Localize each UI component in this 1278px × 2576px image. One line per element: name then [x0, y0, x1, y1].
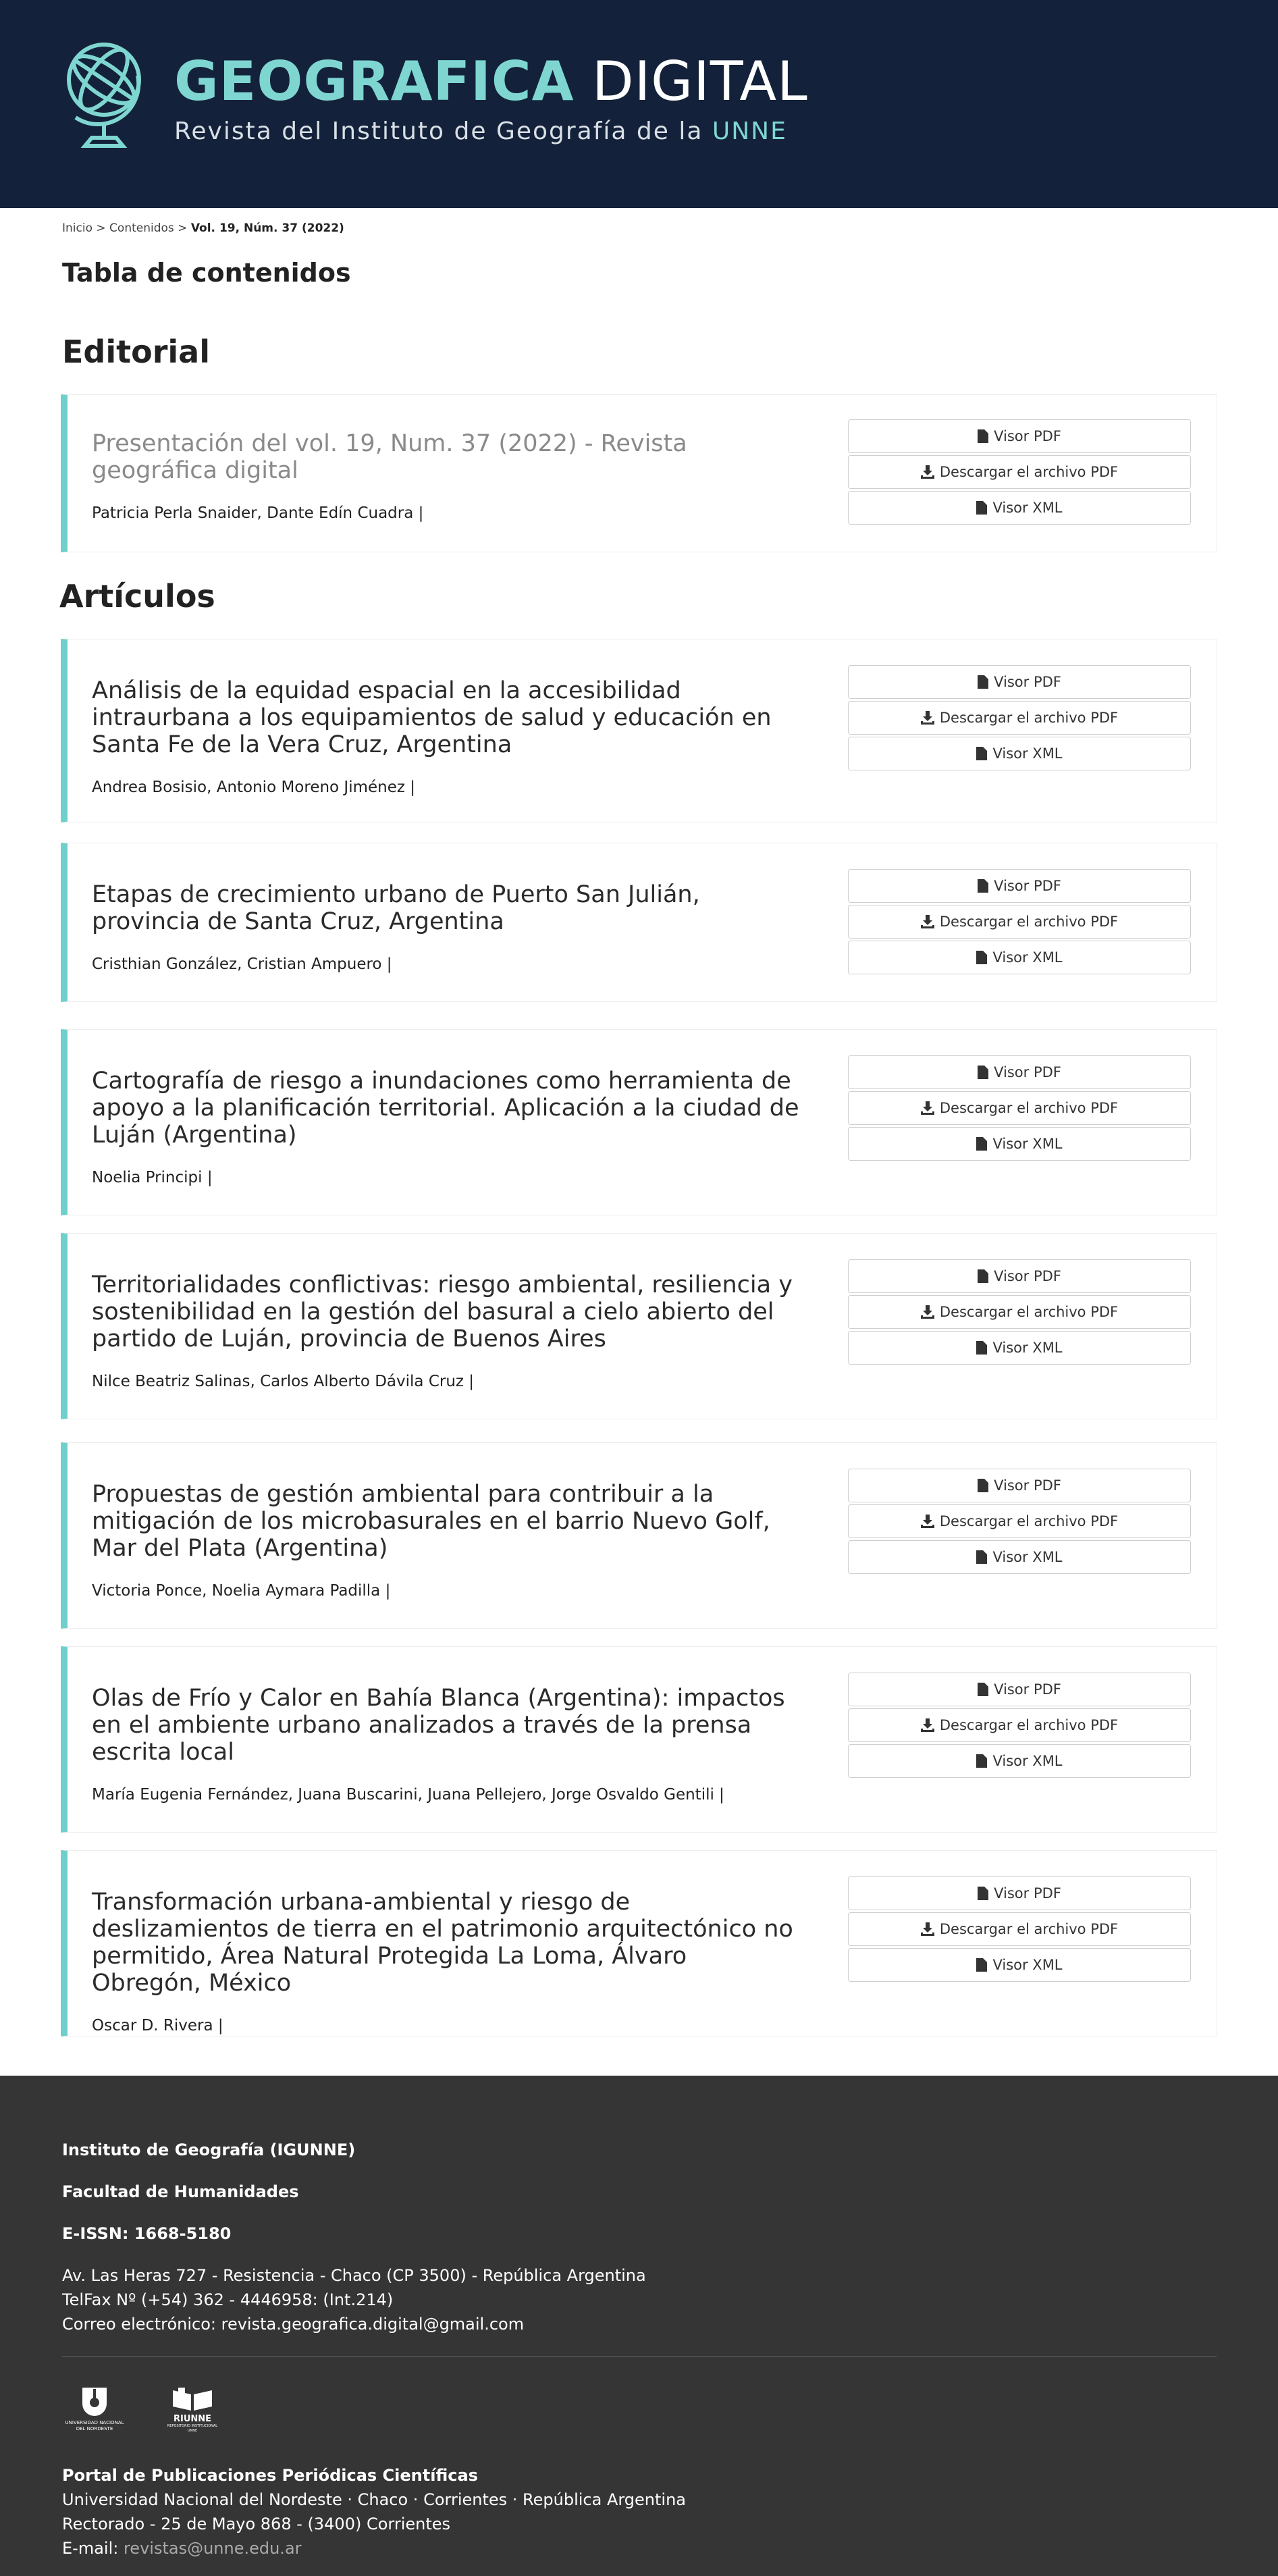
download-icon [921, 915, 934, 928]
footer-address: Av. Las Heras 727 - Resistencia - Chaco (CP 3500) - República Argentina [62, 2266, 646, 2285]
article-card [61, 394, 1217, 552]
file-icon [978, 879, 988, 893]
riunne-book-icon [170, 2388, 215, 2412]
download-icon [921, 465, 934, 479]
article-authors: Andrea Bosisio, Antonio Moreno Jiménez | [92, 779, 416, 796]
breadcrumb-contents[interactable]: Contenidos [109, 221, 174, 235]
article-title[interactable]: Territorialidades conflictivas: riesgo ambiental, resiliencia y sostenibilidad en la gestión del basural a cielo abierto del partido de Luján, provincia de Buenos Aires [92, 1271, 793, 1352]
article-title[interactable]: Análisis de la equidad espacial en la accesibilidad intraurbana a los equipamientos de salud y educación en Santa Fe de la Vera Cruz, Argentina [92, 677, 772, 758]
xml-viewer-button[interactable]: Visor XML [848, 1127, 1191, 1161]
download-icon [921, 1101, 934, 1115]
footer-email: Correo electrónico: revista.geografica.digital@gmail.com [62, 2315, 525, 2334]
xml-viewer-button[interactable]: Visor XML [848, 1331, 1191, 1365]
article-authors: Patricia Perla Snaider, Dante Edín Cuadra | [92, 504, 424, 522]
page-title: Tabla de contenidos [62, 258, 351, 288]
footer-portal-title: Portal de Publicaciones Periódicas Científicas [62, 2466, 478, 2485]
pdf-viewer-button[interactable]: Visor PDF [848, 1259, 1191, 1293]
footer-institute: Instituto de Geografía (IGUNNE) [62, 2140, 356, 2159]
pdf-viewer-button[interactable]: Visor PDF [848, 1673, 1191, 1706]
article-card [61, 639, 1217, 822]
file-icon [978, 429, 988, 443]
article-authors: Victoria Ponce, Noelia Aymara Padilla | [92, 1582, 391, 1600]
footer-issn: E-ISSN: 1668-5180 [62, 2224, 232, 2243]
article-title[interactable]: Etapas de crecimiento urbano de Puerto San Julián, provincia de Santa Cruz, Argentina [92, 881, 700, 935]
xml-viewer-button[interactable]: Visor XML [848, 491, 1191, 525]
download-pdf-button[interactable]: Descargar el archivo PDF [848, 1295, 1191, 1329]
file-icon [978, 1479, 988, 1492]
download-pdf-button[interactable]: Descargar el archivo PDF [848, 701, 1191, 735]
site-subtitle: Revista del Instituto de Geografía de la UNNE [174, 117, 787, 145]
article-card [61, 1233, 1217, 1419]
download-icon [921, 1515, 934, 1528]
download-icon [921, 1922, 934, 1936]
breadcrumb-home[interactable]: Inicio [62, 221, 92, 235]
breadcrumb-current: Vol. 19, Núm. 37 (2022) [190, 221, 344, 235]
download-icon [921, 1305, 934, 1319]
breadcrumb: Inicio > Contenidos > Vol. 19, Núm. 37 (2022) [62, 221, 344, 235]
file-icon [978, 1269, 988, 1283]
download-pdf-button[interactable]: Descargar el archivo PDF [848, 905, 1191, 939]
file-icon [978, 1887, 988, 1900]
xml-viewer-button[interactable]: Visor XML [848, 737, 1191, 770]
article-title[interactable]: Propuestas de gestión ambiental para contribuir a la mitigación de los microbasurales en el barrio Nuevo Golf, Mar del Plata (Argentina) [92, 1481, 770, 1562]
article-authors: Oscar D. Rivera | [92, 2017, 223, 2034]
article-authors: Nilce Beatriz Salinas, Carlos Alberto Dávila Cruz | [92, 1373, 475, 1390]
riunne-logo[interactable]: RIUNNE REPOSITORIO INSTITUCIONAL UNNE [162, 2388, 223, 2434]
unne-emblem-icon [81, 2386, 108, 2417]
section-heading-articles: Artículos [59, 578, 215, 614]
article-card [61, 1442, 1217, 1629]
section-heading-editorial: Editorial [62, 334, 210, 370]
article-card [61, 1850, 1217, 2036]
site-header [0, 0, 1278, 208]
pdf-viewer-button[interactable]: Visor PDF [848, 1469, 1191, 1502]
xml-viewer-button[interactable]: Visor XML [848, 1744, 1191, 1778]
pdf-viewer-button[interactable]: Visor PDF [848, 869, 1191, 903]
article-card [61, 1646, 1217, 1833]
file-icon [976, 1754, 987, 1768]
pdf-viewer-button[interactable]: Visor PDF [848, 419, 1191, 453]
download-icon [921, 711, 934, 725]
file-icon [976, 1341, 987, 1355]
xml-viewer-button[interactable]: Visor XML [848, 1540, 1191, 1574]
file-icon [978, 1683, 988, 1696]
article-title[interactable]: Transformación urbana-ambiental y riesgo de deslizamientos de tierra en el patrimonio arquitectónico no permitido, Área Natural Protegida La Loma, Álvaro Obregón, México [92, 1889, 793, 1997]
download-pdf-button[interactable]: Descargar el archivo PDF [848, 1091, 1191, 1125]
article-authors: Cristhian González, Cristian Ampuero | [92, 955, 392, 973]
footer-faculty: Facultad de Humanidades [62, 2182, 299, 2201]
article-title[interactable]: Presentación del vol. 19, Num. 37 (2022) - Revista geográfica digital [92, 430, 687, 484]
file-icon [978, 675, 988, 689]
download-icon [921, 1718, 934, 1732]
globe-icon [62, 39, 150, 151]
file-icon [976, 747, 987, 760]
file-icon [976, 1550, 987, 1564]
article-authors: María Eugenia Fernández, Juana Buscarini, Juana Pellejero, Jorge Osvaldo Gentili | [92, 1786, 724, 1804]
footer-contact: E-mail: revistas@unne.edu.ar [62, 2539, 302, 2558]
file-icon [976, 1958, 987, 1972]
file-icon [976, 501, 987, 515]
pdf-viewer-button[interactable]: Visor PDF [848, 665, 1191, 699]
article-authors: Noelia Principi | [92, 1169, 213, 1186]
article-title[interactable]: Olas de Frío y Calor en Bahía Blanca (Argentina): impactos en el ambiente urbano analizados a través de la prensa escrita local [92, 1685, 785, 1766]
download-pdf-button[interactable]: Descargar el archivo PDF [848, 455, 1191, 489]
article-title[interactable]: Cartografía de riesgo a inundaciones como herramienta de apoyo a la planificación territorial. Aplicación a la ciudad de Luján (Argentina) [92, 1068, 799, 1149]
article-card [61, 1029, 1217, 1215]
footer-divider [62, 2356, 1217, 2357]
download-pdf-button[interactable]: Descargar el archivo PDF [848, 1504, 1191, 1538]
article-card [61, 843, 1217, 1002]
footer-email-link[interactable]: revistas@unne.edu.ar [123, 2539, 302, 2558]
download-pdf-button[interactable]: Descargar el archivo PDF [848, 1912, 1191, 1946]
footer-university: Universidad Nacional del Nordeste · Chaco · Corrientes · República Argentina [62, 2490, 687, 2509]
site-footer [0, 2076, 1278, 2576]
brand-logo[interactable] [62, 39, 808, 151]
download-pdf-button[interactable]: Descargar el archivo PDF [848, 1708, 1191, 1742]
pdf-viewer-button[interactable]: Visor PDF [848, 1055, 1191, 1089]
footer-telfax: TelFax Nº (+54) 362 - 4446958: (Int.214) [62, 2290, 394, 2309]
file-icon [976, 951, 987, 964]
site-title: GEOGRAFICA DIGITAL [174, 50, 808, 113]
xml-viewer-button[interactable]: Visor XML [848, 1948, 1191, 1982]
file-icon [976, 1137, 987, 1151]
file-icon [978, 1066, 988, 1079]
unne-logo[interactable]: UNIVERSIDAD NACIONAL DEL NORDESTE [62, 2386, 127, 2432]
xml-viewer-button[interactable]: Visor XML [848, 941, 1191, 974]
pdf-viewer-button[interactable]: Visor PDF [848, 1876, 1191, 1910]
footer-rectorado: Rectorado - 25 de Mayo 868 - (3400) Corrientes [62, 2515, 451, 2533]
